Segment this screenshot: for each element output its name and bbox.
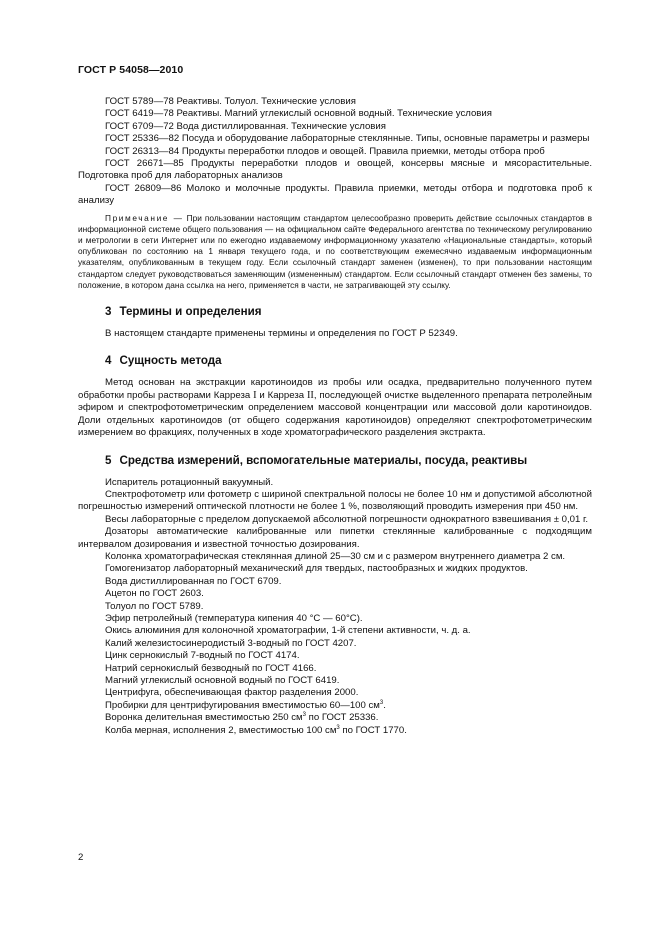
equipment-item: Магний углекислый основной водный по ГОСТ 6419. bbox=[105, 675, 340, 687]
equipment-item: Центрифуга, обеспечивающая фактор разделения 2000. bbox=[105, 687, 359, 699]
page-number: 2 bbox=[78, 852, 84, 863]
note-paragraph bbox=[78, 213, 592, 291]
section-title: Средства измерений, вспомогательные материалы, посуда, реактивы bbox=[119, 453, 528, 467]
funnel-text: Воронка делительная вместимостью 250 см bbox=[105, 712, 303, 724]
equipment-item-tubes bbox=[78, 700, 592, 712]
section-5-heading bbox=[78, 454, 592, 467]
document-header: ГОСТ Р 54058—2010 bbox=[78, 64, 184, 76]
superscript: 3 bbox=[302, 712, 306, 719]
section-4-text bbox=[78, 377, 592, 439]
roman-numeral-1: I bbox=[253, 389, 257, 401]
reference-item: ГОСТ 6419—78 Реактивы. Магний углекислый основной водный. Технические условия bbox=[105, 108, 492, 120]
section-3-text: В настоящем стандарте применены термины и определения по ГОСТ Р 52349. bbox=[105, 328, 458, 340]
section-number: 3 bbox=[105, 305, 112, 319]
section-4-heading bbox=[78, 354, 592, 367]
superscript: 3 bbox=[379, 699, 384, 706]
superscript: 3 bbox=[336, 724, 340, 731]
reference-item: ГОСТ 6709—72 Вода дистиллированная. Технические условия bbox=[105, 120, 386, 132]
equipment-item: Калий железистосинеродистый 3-водный по ГОСТ 4207. bbox=[105, 637, 357, 649]
equipment-item: Дозаторы автоматические калиброванные или пипетки стеклянные калиброванные с подходящим интервалом дозирования и известной точностью дозирования. bbox=[78, 526, 592, 550]
normative-references-list bbox=[78, 96, 592, 208]
equipment-item: Испаритель ротационный вакуумный. bbox=[105, 476, 274, 488]
equipment-item: Спектрофотометр или фотометр с шириной спектральной полосы не более 10 нм и допустимой абсолютной погрешностью измерений оптической плотности не более 1 %, позволяющий проводить измерения при 450 нм. bbox=[78, 488, 592, 513]
reference-item: ГОСТ 5789—78 Реактивы. Толуол. Технические условия bbox=[105, 96, 356, 107]
section-number: 4 bbox=[105, 354, 112, 368]
equipment-item-funnel bbox=[78, 712, 592, 724]
section-3-heading bbox=[78, 305, 592, 318]
equipment-item: Толуол по ГОСТ 5789. bbox=[105, 600, 204, 612]
equipment-item: Цинк сернокислый 7-водный по ГОСТ 4174. bbox=[105, 650, 300, 662]
note-label: Примечание — bbox=[105, 212, 184, 223]
method-text-c: , последующей очистке выделенного препарата петролейным эфиром и спектрофотометрическим определением массовой концентрации или массовой доли каротиноидов. Доли отдельных каротиноидов (от общего содержания каротиноидов) определяют спектрофотометрическим измерением во фракциях, полученных в ходе хроматографического разделения экстракта. bbox=[78, 389, 593, 439]
section-number: 5 bbox=[105, 453, 112, 467]
section-title: Сущность метода bbox=[119, 354, 222, 368]
equipment-item-flask bbox=[78, 725, 592, 737]
equipment-item: Гомогенизатор лабораторный механический для твердых, пастообразных и жидких продуктов. bbox=[105, 563, 528, 575]
equipment-item: Весы лабораторные с пределом допускаемой абсолютной погрешности однократного взвешивания ± 0,01 г. bbox=[105, 513, 588, 525]
flask-text: Колба мерная, исполнения 2, вместимостью 100 см bbox=[105, 724, 337, 736]
reference-item: ГОСТ 26671—85 Продукты переработки плодов и овощей, консервы мясные и мясорастительные. Подготовка проб для лабораторных анализов bbox=[78, 158, 592, 182]
document-body bbox=[78, 96, 592, 737]
equipment-item: Вода дистиллированная по ГОСТ 6709. bbox=[105, 575, 282, 587]
tubes-tail: . bbox=[383, 699, 386, 711]
roman-numeral-2: II bbox=[306, 389, 314, 401]
note-text: При пользовании настоящим стандартом целесообразно проверить действие ссылочных стандартов в информационной системе общего пользования — на официальном сайте Федерального агентства по техническому регулированию и метрологии в сети Интернет или по ежегодно издаваемому информационному указателю «Национальные стандарты», который опубликован по состоянию на 1 января текущего года, и по соответствующим ежемесячно издаваемым информационным указателям, опубликованным в текущем году. Если ссылочный стандарт заменен (изменен), то при пользовании настоящим стандартом следует руководствоваться заменяющим (измененным) стандартом. Если ссылочный стандарт отменен без замены, то положение, в котором дана ссылка на него, применяется в части, не затрагивающей эту ссылку. bbox=[78, 212, 593, 290]
reference-item: ГОСТ 26313—84 Продукты переработки плодов и овощей. Правила приемки, методы отбора проб bbox=[105, 145, 545, 157]
equipment-list bbox=[78, 477, 592, 738]
equipment-item: Ацетон по ГОСТ 2603. bbox=[105, 588, 204, 600]
method-text-b: и Карреза bbox=[259, 389, 305, 401]
equipment-item: Натрий сернокислый безводный по ГОСТ 4166. bbox=[105, 662, 317, 674]
section-title: Термины и определения bbox=[119, 305, 262, 319]
equipment-item: Колонка хроматографическая стеклянная длиной 25—30 см и с размером внутреннего диаметра 2 см. bbox=[105, 550, 566, 562]
flask-tail: по ГОСТ 1770. bbox=[339, 724, 407, 736]
equipment-item: Эфир петролейный (температура кипения 40 °С — 60°С). bbox=[105, 612, 363, 624]
equipment-item: Окись алюминия для колоночной хроматографии, 1-й степени активности, ч. д. а. bbox=[105, 625, 471, 637]
reference-item: ГОСТ 26809—86 Молоко и молочные продукты. Правила приемки, методы отбора и подготовка проб к анализу bbox=[78, 182, 592, 207]
funnel-tail: по ГОСТ 25336. bbox=[305, 712, 379, 724]
method-text-a: Метод основан на экстракции каротиноидов из пробы или осадка, предварительно полученного путем обработки пробы растворами Карреза bbox=[78, 377, 592, 401]
reference-item: ГОСТ 25336—82 Посуда и оборудование лабораторные стеклянные. Типы, основные параметры и размеры bbox=[105, 133, 590, 145]
tubes-text: Пробирки для центрифугирования вместимостью 60—100 см bbox=[105, 699, 380, 711]
